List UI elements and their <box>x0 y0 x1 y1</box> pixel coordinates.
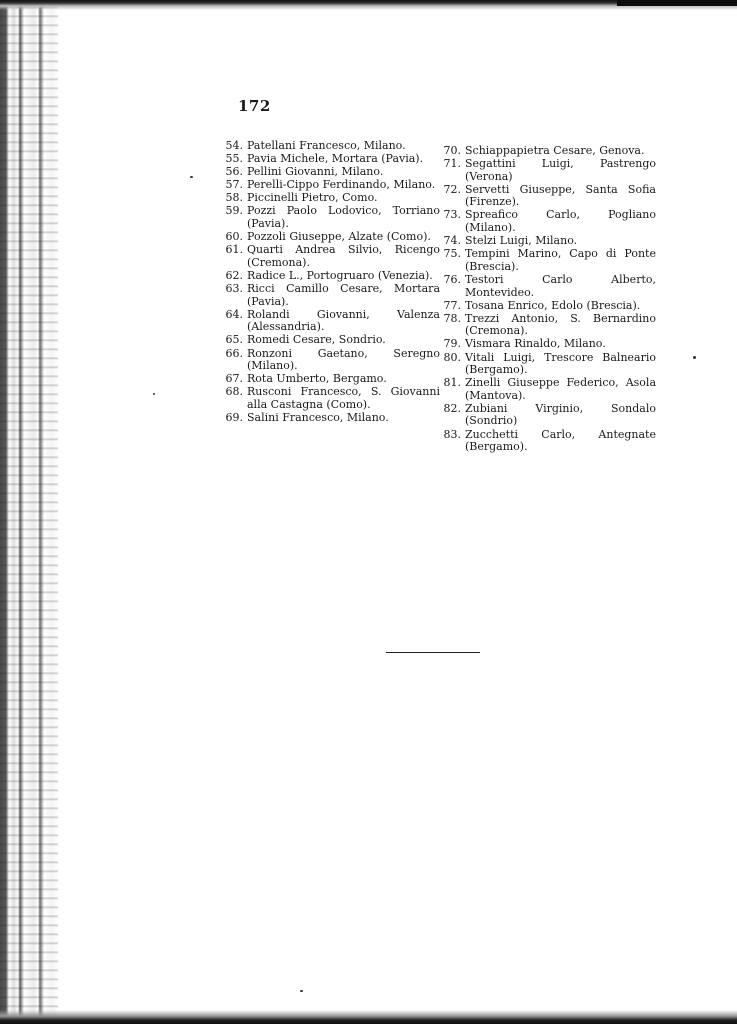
entry-text: Vitali Luigi, Trescore Balneario (Bergamo). <box>465 350 656 377</box>
entry-number: 58. <box>225 191 243 205</box>
list-item <box>440 184 656 209</box>
entry-number: 68. <box>225 385 243 399</box>
list-item <box>440 145 656 158</box>
entry-text: Vismara Rinaldo, Milano. <box>465 337 606 351</box>
entry-text: Piccinelli Pietro, Como. <box>247 191 378 205</box>
entry-number: 71. <box>443 157 461 171</box>
list-item <box>440 300 656 313</box>
entry-number: 74. <box>443 234 461 248</box>
entry-text: Radice L., Portogruaro (Venezia). <box>247 268 433 282</box>
entry-text: Rolandi Giovanni, Valenza (Alessandria). <box>247 307 440 334</box>
entry-text: Servetti Giuseppe, Santa Sofia (Firenze). <box>465 182 656 209</box>
section-divider <box>386 652 480 653</box>
member-list-right-column <box>440 145 656 454</box>
entry-number: 60. <box>225 230 243 244</box>
list-item <box>222 373 440 386</box>
list-item <box>440 377 656 402</box>
list-item <box>440 338 656 351</box>
entry-number: 77. <box>443 298 461 312</box>
entry-text: Rota Umberto, Bergamo. <box>247 372 387 386</box>
entry-text: Pavia Michele, Mortara (Pavia). <box>247 152 424 166</box>
list-item <box>440 429 656 454</box>
entry-text: Tosana Enrico, Edolo (Brescia). <box>465 298 641 312</box>
list-item <box>440 274 656 299</box>
page-number: 172 <box>238 97 271 115</box>
entry-number: 59. <box>225 204 243 218</box>
entry-number: 57. <box>225 178 243 192</box>
list-item <box>222 412 440 425</box>
page-top-edge-dark <box>617 0 737 6</box>
list-item <box>222 192 440 205</box>
entry-text: Rusconi Francesco, S. Giovanni alla Castagna (Como). <box>247 385 440 411</box>
entry-text: Segattini Luigi, Pastrengo (Verona) <box>465 157 656 183</box>
list-item <box>222 244 440 269</box>
entry-text: Pellini Giovanni, Milano. <box>247 165 384 179</box>
entry-text: Perelli-Cippo Ferdinando, Milano. <box>247 178 436 192</box>
entry-text: Pozzoli Giuseppe, Alzate (Como). <box>247 230 431 244</box>
list-item <box>222 205 440 230</box>
list-item <box>440 352 656 377</box>
entry-number: 78. <box>443 311 461 325</box>
scan-speck <box>693 356 696 359</box>
list-item <box>222 231 440 244</box>
entry-number: 70. <box>443 144 461 157</box>
list-item <box>222 386 440 411</box>
entry-text: Ricci Camillo Cesare, Mortara (Pavia). <box>247 282 440 308</box>
scan-speck <box>190 176 193 178</box>
scan-speck <box>300 990 303 992</box>
entry-number: 72. <box>443 182 461 196</box>
entry-number: 65. <box>225 333 243 347</box>
entry-text: Testori Carlo Alberto, Montevideo. <box>465 272 656 299</box>
entry-number: 76. <box>443 272 461 286</box>
list-item <box>222 140 440 153</box>
list-item <box>440 313 656 338</box>
entry-number: 73. <box>443 208 461 222</box>
entry-number: 69. <box>225 410 243 424</box>
entry-number: 79. <box>443 337 461 351</box>
entry-number: 56. <box>225 165 243 179</box>
entry-text: Zubiani Virginio, Sondalo (Sondrio) <box>465 401 656 428</box>
entry-text: Ronzoni Gaetano, Seregno (Milano). <box>247 346 440 373</box>
entry-text: Romedi Cesare, Sondrio. <box>247 333 386 347</box>
entry-number: 64. <box>225 307 243 321</box>
entry-number: 75. <box>443 247 461 261</box>
entry-text: Zucchetti Carlo, Antegnate (Bergamo). <box>465 427 656 454</box>
page-bottom-edge <box>0 1010 737 1024</box>
list-item <box>222 334 440 347</box>
entry-text: Quarti Andrea Silvio, Ricengo (Cremona). <box>247 243 440 269</box>
entry-text: Tempini Marino, Capo di Ponte (Brescia). <box>465 247 656 273</box>
list-item <box>222 283 440 308</box>
list-item <box>440 403 656 428</box>
entry-number: 67. <box>225 372 243 386</box>
member-list-left-column <box>222 140 440 425</box>
entry-text: Zinelli Giuseppe Federico, Asola (Mantova). <box>465 376 656 402</box>
entry-number: 62. <box>225 268 243 282</box>
entry-text: Stelzi Luigi, Milano. <box>465 234 578 248</box>
entry-number: 63. <box>225 282 243 296</box>
list-item <box>222 153 440 166</box>
entry-number: 83. <box>443 427 461 441</box>
scan-speck <box>153 393 155 395</box>
entry-text: Pozzi Paolo Lodovico, Torriano (Pavia). <box>247 204 440 231</box>
list-item <box>440 158 656 183</box>
list-item <box>440 235 656 248</box>
list-item <box>222 348 440 373</box>
list-item <box>222 179 440 192</box>
entry-text: Schiappapietra Cesare, Genova. <box>465 144 645 157</box>
entry-number: 66. <box>225 346 243 360</box>
list-item <box>222 309 440 334</box>
entry-text: Salini Francesco, Milano. <box>247 410 389 424</box>
list-item <box>222 270 440 283</box>
entry-text: Spreafico Carlo, Pogliano (Milano). <box>465 208 656 235</box>
book-spine-shadow <box>0 0 58 1024</box>
list-item <box>222 166 440 179</box>
entry-number: 81. <box>443 376 461 390</box>
entry-number: 82. <box>443 401 461 415</box>
entry-number: 55. <box>225 152 243 166</box>
entry-number: 61. <box>225 243 243 257</box>
list-item <box>440 209 656 234</box>
entry-number: 54. <box>225 139 243 152</box>
entry-text: Patellani Francesco, Milano. <box>247 139 406 152</box>
entry-number: 80. <box>443 350 461 364</box>
list-item <box>440 248 656 273</box>
entry-text: Trezzi Antonio, S. Bernardino (Cremona). <box>465 311 656 338</box>
